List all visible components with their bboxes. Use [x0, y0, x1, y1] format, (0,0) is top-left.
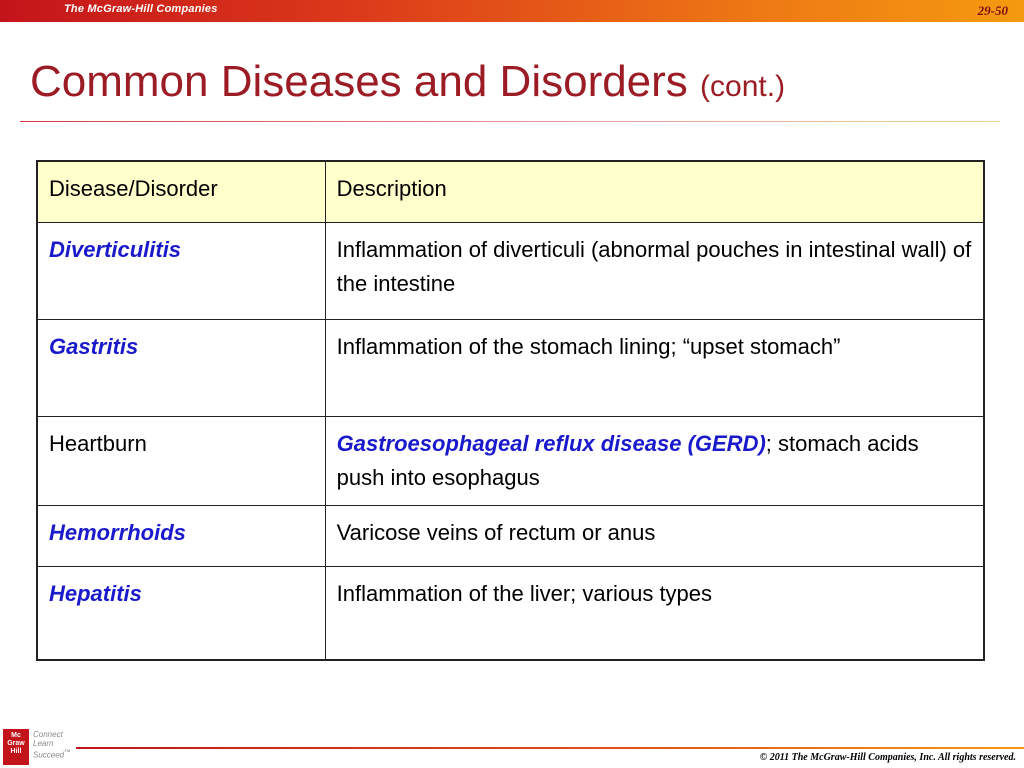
brand-logo-text: The McGraw-Hill Companies	[64, 3, 218, 15]
table-row	[37, 506, 984, 567]
disease-term: Gastritis	[49, 334, 139, 359]
disease-cell	[37, 567, 325, 661]
disease-term: Hepatitis	[49, 581, 142, 606]
disease-term: Hemorrhoids	[49, 520, 186, 545]
table-row	[37, 567, 984, 661]
table-row	[37, 223, 984, 320]
disease-term: Diverticulitis	[49, 237, 182, 262]
description-cell: Inflammation of diverticuli (abnormal pouches in intestinal wall) of the intestine	[325, 223, 984, 320]
logo-line: Mc	[11, 732, 21, 739]
logo-tagline	[33, 730, 71, 760]
tagline-line: Connect	[33, 730, 63, 739]
table-row	[37, 320, 984, 417]
slide-title	[30, 58, 785, 111]
trademark-mark: ™	[64, 749, 71, 756]
diseases-table	[36, 160, 985, 661]
slide-number: 29-50	[977, 3, 1008, 18]
tagline-line: Learn	[33, 739, 54, 748]
logo-line: Hill	[10, 748, 22, 755]
disease-cell: Heartburn	[37, 417, 325, 506]
title-divider	[20, 121, 1000, 122]
description-term: Gastroesophageal reflux disease (GERD)	[336, 431, 766, 456]
table-row	[37, 417, 984, 506]
description-text: ; stomach acids push into esophagus	[336, 431, 919, 490]
description-cell: Varicose veins of rectum or anus	[325, 506, 984, 567]
disease-cell	[37, 506, 325, 567]
footer-divider	[76, 747, 1024, 749]
column-header-description: Description	[325, 161, 984, 223]
description-cell: Inflammation of the liver; various types	[325, 567, 984, 661]
description-cell: Inflammation of the stomach lining; “upset stomach”	[325, 320, 984, 417]
tagline-text: Succeed	[33, 750, 65, 760]
mcgraw-hill-logo	[3, 729, 29, 765]
copyright-notice: © 2011 The McGraw-Hill Companies, Inc. All rights reserved.	[759, 752, 1016, 763]
table-header-row	[37, 161, 984, 223]
slide-title-suffix: (cont.)	[700, 70, 786, 103]
disease-cell	[37, 320, 325, 417]
description-cell	[325, 417, 984, 506]
disease-cell	[37, 223, 325, 320]
slide-title-main: Common Diseases and Disorders	[30, 57, 688, 106]
tagline-line	[33, 748, 71, 760]
logo-line: Graw	[7, 740, 25, 747]
column-header-disease: Disease/Disorder	[37, 161, 325, 223]
top-banner	[0, 0, 1024, 22]
